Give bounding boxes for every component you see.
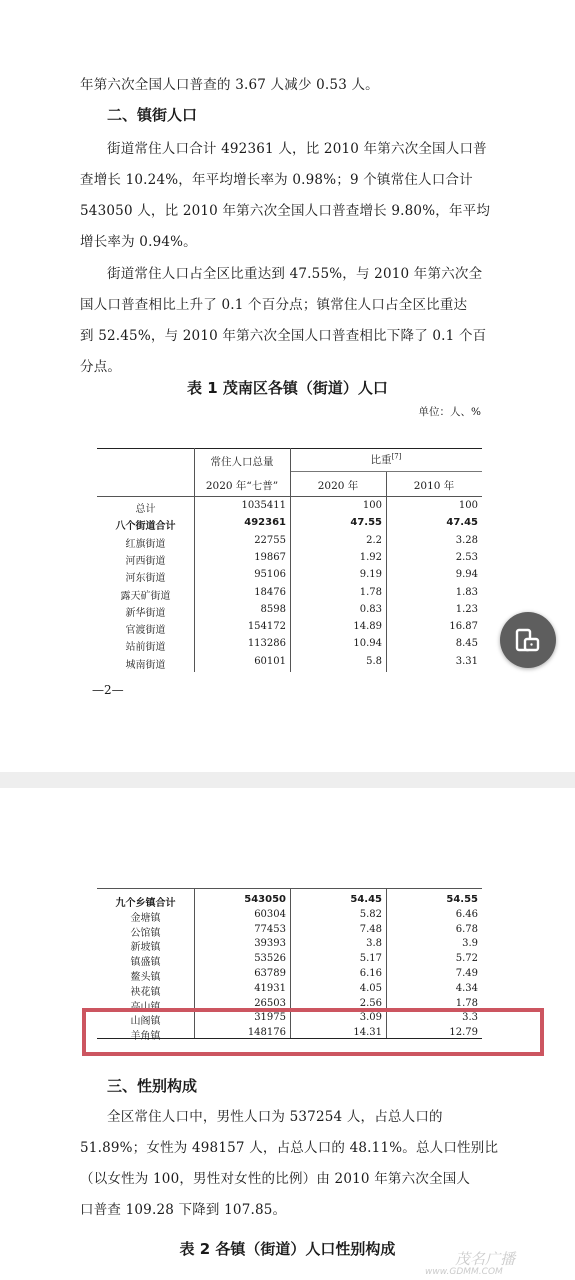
table-cell-ratio-2020: 5.82 (359, 908, 382, 920)
table-cell-ratio-2010: 16.87 (449, 621, 478, 633)
paragraph-line: 查增长 10.24%，年平均增长率为 0.98%；9 个镇常住人口合计 (80, 172, 473, 188)
table-cell-ratio-2020: 2.2 (366, 534, 382, 546)
paragraph-line: 街道常住人口占全区比重达到 47.55%，与 2010 年第六次全 (107, 266, 483, 282)
table-cell-name: 官渡街道 (125, 625, 166, 637)
table-cell-ratio-2020: 5.8 (366, 655, 382, 667)
table-cell-ratio-2010: 6.78 (455, 923, 478, 935)
table-cell-name: 公馆镇 (130, 927, 161, 939)
table-cell-name: 河东街道 (125, 573, 166, 585)
float-switch-device-button[interactable] (500, 612, 556, 668)
table-cell-ratio-2010: 4.34 (455, 982, 478, 994)
table-cell-ratio-2010: 1.83 (455, 586, 478, 598)
table-cell-population: 26503 (254, 997, 286, 1009)
table-header-population: 常住人口总量 (210, 456, 274, 468)
table-cell-name: 红旗街道 (125, 538, 166, 550)
table-cell-ratio-2020: 4.05 (359, 982, 382, 994)
table-cell-name: 城南街道 (125, 659, 166, 671)
table-cell-ratio-2020: 1.92 (359, 551, 382, 563)
table-cell-ratio-2010: 1.78 (455, 997, 478, 1009)
table-header-ratio: 比重[7] (370, 452, 402, 466)
table-2-title: 表 2 各镇（街道）人口性别构成 (179, 1240, 396, 1258)
table-cell-ratio-2010: 9.94 (455, 569, 478, 581)
table-unit-label: 单位：人、% (418, 406, 481, 418)
table-cell-ratio-2010: 8.45 (455, 638, 478, 650)
document-page-2 (0, 788, 575, 1280)
paragraph-line: 全区常住人口中，男性人口为 537254 人，占总人口的 (107, 1109, 443, 1125)
table-cell-population: 77453 (254, 923, 286, 935)
table-cell-name: 新坡镇 (130, 942, 161, 954)
page-separator (0, 772, 575, 788)
table-cell-population: 31975 (254, 1012, 286, 1024)
table-cell-ratio-2010: 3.31 (455, 655, 478, 667)
paragraph-line: 国人口普查相比上升了 0.1 个百分点；镇常住人口占全区比重达 (80, 297, 468, 313)
table-cell-name: 高山镇 (130, 1001, 161, 1013)
table-cell-name: 羊角镇 (130, 1031, 161, 1043)
table-1-title: 表 1 茂南区各镇（街道）人口 (187, 379, 388, 397)
table-cell-population: 19867 (254, 551, 286, 563)
table-cell-name: 河西街道 (125, 555, 166, 567)
table-cell-name: 八个街道合计 (115, 521, 176, 533)
table-cell-ratio-2010: 7.49 (455, 968, 478, 979)
table-cell-population: 18476 (254, 586, 286, 598)
table-cell-name: 金塘镇 (130, 912, 161, 924)
table-cell-population: 1035411 (241, 500, 286, 511)
table-cell-name: 九个乡镇合计 (115, 898, 176, 909)
table-cell-name: 镇盛镇 (130, 957, 161, 969)
table-cell-ratio-2020: 2.56 (359, 997, 382, 1009)
table-cell-ratio-2020: 9.19 (359, 569, 382, 581)
table-cell-population: 154172 (247, 621, 286, 633)
table-cell-name: 袂花镇 (130, 986, 161, 998)
table-cell-name: 露天矿街道 (120, 590, 171, 602)
table-cell-population: 95106 (254, 569, 286, 581)
section-heading-town-population: 二、镇街人口 (107, 106, 198, 124)
page-number: —2— (92, 683, 124, 697)
table-cell-ratio-2010: 3.9 (462, 938, 478, 950)
paragraph-line: 543050 人，比 2010 年第六次全国人口普查增长 9.80%，年平均 (80, 203, 491, 219)
table-cell-ratio-2020: 14.89 (353, 621, 382, 633)
table-cell-name: 站前街道 (125, 642, 166, 654)
table-cell-ratio-2010: 2.53 (455, 551, 478, 563)
table-cell-name: 新华街道 (125, 607, 166, 619)
paragraph-line: 年第六次全国人口普查的 3.67 人减少 0.53 人。 (80, 77, 379, 93)
paragraph-line: 分点。 (80, 359, 122, 375)
table-cell-ratio-2010: 5.72 (455, 953, 478, 965)
table-cell-ratio-2020: 3.09 (359, 1012, 382, 1024)
table-cell-ratio-2020: 10.94 (353, 638, 382, 650)
table-cell-ratio-2020: 54.45 (350, 894, 382, 905)
table-cell-ratio-2010: 6.46 (455, 908, 478, 920)
table-cell-ratio-2010: 3.28 (455, 534, 478, 546)
table-cell-ratio-2020: 7.48 (359, 923, 382, 935)
table-cell-name: 总计 (135, 504, 156, 515)
table-cell-ratio-2010: 1.23 (455, 603, 478, 615)
table-cell-population: 22755 (254, 534, 286, 546)
watermark-logo: 茂名广播 www.GDMM.COM (425, 1250, 516, 1277)
table-cell-ratio-2020: 0.83 (359, 603, 382, 615)
table-cell-population: 8598 (260, 603, 286, 615)
table-cell-name: 鳌头镇 (130, 972, 161, 983)
table-cell-ratio-2020: 5.17 (359, 953, 382, 965)
section-heading-gender: 三、性别构成 (107, 1077, 198, 1095)
table-cell-ratio-2010: 54.55 (446, 894, 478, 905)
table-cell-ratio-2020: 6.16 (359, 968, 382, 979)
paragraph-line: 51.89%；女性为 498157 人，占总人口的 48.11%。总人口性别比 (80, 1140, 499, 1156)
table-cell-population: 63789 (254, 968, 286, 979)
paragraph-line: 增长率为 0.94%。 (80, 234, 197, 250)
table-cell-name: 山阁镇 (130, 1016, 161, 1028)
table-subheader-2010: 2010 年 (413, 480, 455, 492)
table-cell-population: 148176 (247, 1027, 286, 1039)
table-cell-population: 113286 (247, 638, 286, 650)
table-subheader-2020: 2020 年 (317, 480, 359, 492)
table-cell-ratio-2020: 47.55 (350, 517, 382, 529)
paragraph-line: 到 52.45%，与 2010 年第六次全国人口普查相比下降了 0.1 个百 (80, 328, 487, 344)
table-cell-population: 41931 (254, 982, 286, 994)
table-cell-ratio-2020: 100 (362, 500, 382, 511)
table-cell-ratio-2020: 14.31 (353, 1027, 382, 1039)
table-cell-ratio-2010: 12.79 (449, 1027, 478, 1039)
table-cell-population: 60304 (254, 908, 286, 920)
phone-tablet-icon (514, 626, 542, 654)
table-cell-ratio-2010: 3.3 (462, 1012, 478, 1024)
paragraph-line: （以女性为 100，男性对女性的比例）由 2010 年第六次全国人 (80, 1171, 471, 1187)
table-cell-population: 39393 (254, 938, 286, 950)
paragraph-line: 口普查 109.28 下降到 107.85。 (80, 1202, 287, 1218)
table-cell-population: 60101 (254, 655, 286, 667)
table-cell-population: 492361 (244, 517, 286, 529)
table-cell-population: 53526 (254, 953, 286, 965)
table-cell-ratio-2020: 3.8 (366, 938, 382, 950)
table-cell-ratio-2020: 1.78 (359, 586, 382, 598)
table-subheader-2020-census: 2020 年“七普” (205, 480, 279, 492)
highlight-box (82, 1008, 544, 1056)
paragraph-line: 街道常住人口合计 492361 人，比 2010 年第六次全国人口普 (107, 141, 487, 157)
table-cell-ratio-2010: 100 (458, 500, 478, 511)
table-cell-ratio-2010: 47.45 (446, 517, 478, 529)
table-cell-population: 543050 (244, 894, 286, 905)
